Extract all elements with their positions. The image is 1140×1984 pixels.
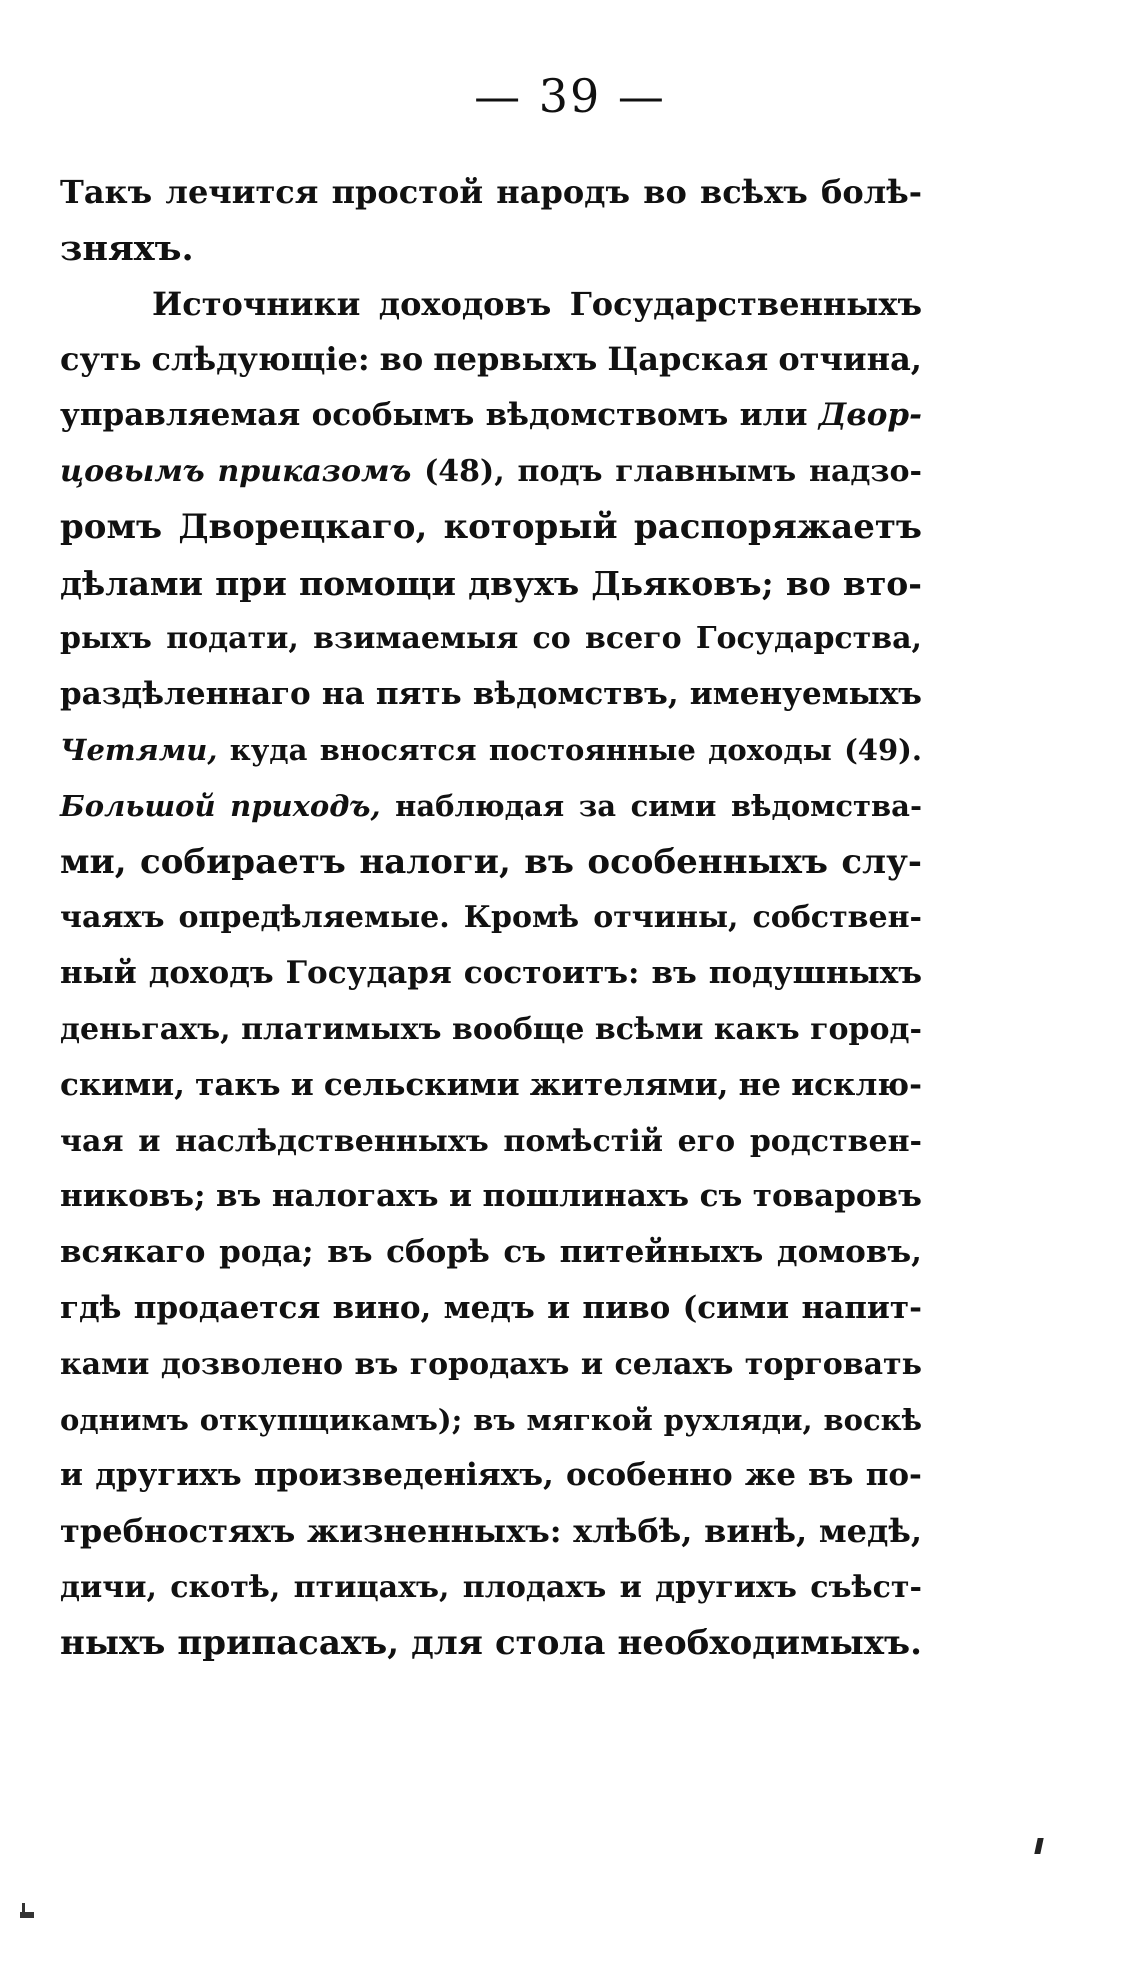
text-line (60, 946, 922, 1002)
word: первыхъ (433, 340, 598, 379)
word: зняхъ. (60, 227, 194, 269)
word: напит- (801, 1289, 922, 1326)
word: помѣстій (503, 1123, 664, 1159)
word: съѣст- (810, 1569, 922, 1605)
word: Четями, (60, 732, 218, 767)
word: подъ (517, 453, 603, 489)
word: въ (354, 1346, 399, 1382)
text-line (60, 332, 922, 388)
word: (48), (424, 453, 505, 489)
word: всѣми (594, 1011, 704, 1047)
word: со (532, 621, 571, 657)
word: плодахъ (462, 1569, 607, 1605)
word: ныхъ (60, 1622, 166, 1663)
word: пошлинахъ (482, 1178, 690, 1215)
text-line (60, 835, 922, 891)
word: простой (331, 173, 484, 211)
ink-speck (20, 1912, 34, 1918)
word: собираетъ (140, 841, 346, 882)
word: товаровъ (752, 1178, 922, 1215)
word: вто- (842, 563, 922, 603)
word: отчина, (778, 340, 922, 379)
word: Двор- (818, 397, 922, 434)
word: вѣдомствомъ (485, 397, 729, 434)
word: и (138, 1123, 161, 1159)
word: надзо- (809, 453, 922, 489)
word: Царская (607, 340, 769, 379)
word: Кромѣ (463, 900, 580, 936)
word: дичи, (60, 1569, 157, 1605)
word: всего (584, 621, 682, 657)
word: однимъ (60, 1402, 189, 1437)
word: при (215, 563, 287, 603)
word: куда (229, 732, 308, 767)
text-line (60, 1337, 922, 1393)
word: главнымъ (615, 453, 797, 489)
word: воскѣ (823, 1402, 922, 1437)
text-line (60, 890, 922, 946)
word: наслѣдственныхъ (175, 1123, 489, 1159)
word: опредѣляемые. (178, 900, 450, 936)
word: или (739, 397, 808, 434)
word: исклю- (791, 1066, 922, 1103)
word: селахъ (614, 1346, 734, 1382)
word: продается (133, 1289, 321, 1326)
word: ми, (60, 841, 127, 882)
word: город- (810, 1011, 922, 1047)
word: и (449, 1178, 472, 1215)
word: всѣхъ (699, 173, 808, 211)
word: другихъ (655, 1569, 797, 1605)
word: медѣ, (818, 1512, 922, 1551)
word: состоитъ: (463, 955, 640, 992)
word: и (60, 1457, 83, 1494)
word: сими (630, 788, 717, 823)
text-line (60, 1448, 922, 1504)
word: домовъ, (776, 1234, 922, 1271)
word: ромъ (60, 506, 163, 547)
word: всякаго (60, 1234, 206, 1271)
word: питейныхъ (559, 1234, 764, 1271)
word: Дьяковъ; (591, 563, 774, 603)
word: и (290, 1066, 314, 1103)
word: лечится (165, 173, 319, 211)
word: вносятся (319, 732, 477, 767)
text-line (60, 556, 922, 612)
word: и (547, 1289, 571, 1326)
word: никовъ; (60, 1178, 206, 1215)
word: за (578, 788, 617, 823)
word: такъ (195, 1066, 281, 1103)
word: подати, (166, 621, 299, 657)
word: Источники (152, 284, 361, 323)
word: дѣлами (60, 563, 203, 603)
text-line (60, 779, 922, 835)
text-line (60, 611, 922, 667)
text-line (60, 1169, 922, 1225)
word: рыхъ (60, 621, 152, 657)
word: суть (60, 340, 142, 379)
page-number: — 39 — (474, 69, 666, 123)
word: откупщикамъ); (199, 1402, 463, 1437)
word: который (443, 506, 618, 547)
body-text (60, 165, 922, 1672)
word: доходовъ (378, 284, 552, 323)
word: постоянные (488, 732, 696, 767)
word: мягкой (526, 1402, 653, 1437)
word: жизненныхъ: (306, 1512, 562, 1551)
word: припасахъ, (177, 1622, 400, 1663)
word: требностяхъ (60, 1512, 296, 1551)
word: деньгахъ, (60, 1011, 231, 1047)
word: двухъ (468, 563, 580, 603)
word: взимаемыя (313, 621, 519, 657)
word: особенныхъ (587, 841, 828, 882)
word: жителями, (529, 1066, 729, 1103)
word: (сими (682, 1289, 790, 1326)
word: дозволено (160, 1346, 344, 1382)
word: въ (473, 1402, 516, 1437)
word: не (738, 1066, 782, 1103)
word: слѣдующіе: (151, 340, 370, 379)
word: хлѣбѣ, (573, 1512, 693, 1551)
word: собствен- (752, 900, 922, 936)
text-line (60, 1114, 922, 1170)
word: отчины, (593, 900, 739, 936)
word: пиво (582, 1289, 671, 1326)
word: именуемыхъ (689, 676, 922, 713)
word: его (677, 1123, 736, 1159)
word: Дворецкаго, (178, 506, 428, 547)
text-line (60, 388, 922, 444)
word: и (619, 1569, 642, 1605)
word: сборѣ (386, 1234, 490, 1271)
word: въ (808, 1457, 854, 1494)
word: вѣдомствъ, (472, 676, 679, 713)
word: рухляди, (663, 1402, 813, 1437)
word: стола (494, 1622, 606, 1663)
word: гдѣ (60, 1289, 122, 1326)
word: народъ (496, 173, 631, 211)
word: слу- (841, 841, 922, 882)
word: съ (699, 1178, 743, 1215)
text-line (60, 1002, 922, 1058)
word: раздѣленнаго (60, 676, 311, 713)
word: пять (375, 676, 462, 713)
word: птицахъ, (293, 1569, 450, 1605)
word: Государственныхъ (569, 284, 922, 323)
word: особымъ (311, 397, 475, 434)
word: налогахъ (271, 1178, 439, 1215)
word: городахъ (409, 1346, 570, 1382)
text-line (60, 1393, 922, 1449)
word: ный (60, 955, 137, 992)
word: другихъ (95, 1457, 242, 1494)
word: родствен- (749, 1123, 922, 1159)
word: рода; (219, 1234, 314, 1271)
word: на (321, 676, 365, 713)
word: болѣ- (820, 173, 922, 211)
word: чая (60, 1123, 124, 1159)
word: во (379, 340, 424, 379)
word: во (643, 173, 687, 211)
text-line (60, 165, 922, 221)
word: вино, (332, 1289, 432, 1326)
word: доходъ (148, 955, 274, 992)
word: платимыхъ (241, 1011, 442, 1047)
word: скими, (60, 1066, 185, 1103)
word: приходъ, (230, 788, 381, 823)
text-line (60, 1058, 922, 1114)
word: управляемая (60, 397, 301, 434)
word: Государства, (695, 621, 922, 657)
word: особенно (565, 1457, 733, 1494)
text-line (60, 1281, 922, 1337)
word: приказомъ (217, 453, 412, 489)
word: въ (327, 1234, 373, 1271)
word: подушныхъ (708, 955, 922, 992)
word: торговать (744, 1346, 922, 1382)
text-line (60, 1616, 922, 1672)
word: въ (524, 841, 574, 882)
word: винѣ, (704, 1512, 808, 1551)
word: чаяхъ (60, 900, 165, 936)
word: ками (60, 1346, 150, 1382)
word: съ (503, 1234, 547, 1271)
text-line (60, 221, 922, 277)
text-line (60, 500, 922, 556)
word: вообще (451, 1011, 585, 1047)
word: (49). (844, 732, 922, 767)
word: въ (651, 955, 697, 992)
text-line (60, 1225, 922, 1281)
word: для (411, 1622, 483, 1663)
word: распоряжаетъ (633, 506, 922, 547)
word: произведеніяхъ, (253, 1457, 554, 1494)
word: доходы (708, 732, 832, 767)
word: же (744, 1457, 796, 1494)
word: скотѣ, (170, 1569, 281, 1605)
word: во (785, 563, 831, 603)
text-line (60, 1560, 922, 1616)
word: наблюдая (395, 788, 565, 823)
text-line (60, 444, 922, 500)
word: сельскими (323, 1066, 520, 1103)
text-line (60, 1504, 922, 1560)
word: въ (216, 1178, 262, 1215)
ink-speck (1034, 1838, 1043, 1854)
word: какъ (713, 1011, 800, 1047)
word: необходимыхъ. (617, 1622, 922, 1663)
word: медъ (443, 1289, 535, 1326)
word: помощи (298, 563, 456, 603)
text-line (60, 277, 922, 333)
word: цовымъ (60, 453, 205, 489)
word: вѣдомства- (730, 788, 922, 823)
word: по- (865, 1457, 922, 1494)
word: Такъ (60, 173, 153, 211)
word: Государя (285, 955, 452, 992)
word: налоги, (359, 841, 511, 882)
text-line (60, 667, 922, 723)
word: Большой (60, 788, 216, 823)
word: и (580, 1346, 604, 1382)
text-line (60, 723, 922, 779)
